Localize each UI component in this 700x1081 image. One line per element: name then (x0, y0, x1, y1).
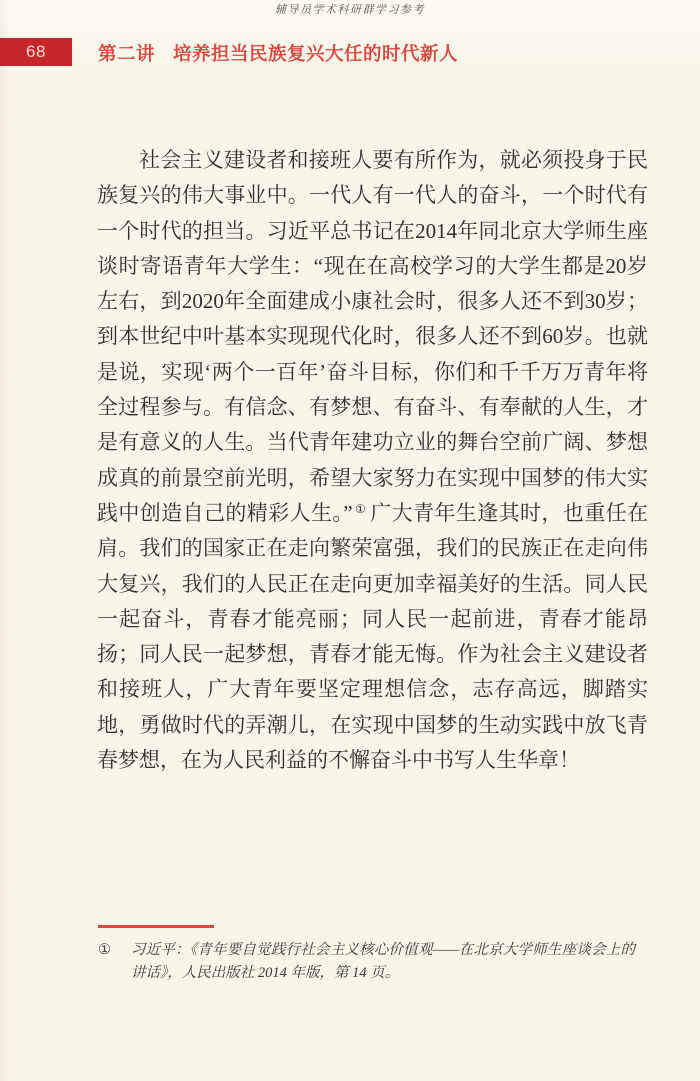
chapter-heading (98, 42, 458, 66)
chapter-title: 培养担当民族复兴大任的时代新人 (173, 43, 459, 64)
scan-edge-shadow (0, 0, 10, 1081)
footnote-reference-mark: ① (354, 501, 367, 516)
footnote (98, 939, 635, 986)
body-text-before-ref: 社会主义建设者和接班人要有所作为，就必须投身于民族复兴的伟大事业中。一代人有一代人的奋斗，一个时代有一个时代的担当。习近平总书记在2014年同北京大学师生座谈时寄语青年大学生：“现在在高校学习的大学生都是20岁左右，到2020年全面建成小康社会时，很多人还不到30岁；到本世纪中叶基本实现现代化时，很多人还不到60岁。也就是说，实现‘两个一百年’奋斗目标，你们和千千万万青年将全过程参与。有信念、有梦想、有奋斗、有奉献的人生，才是有意义的人生。当代青年建功立业的舞台空前广阔、梦想成真的前景空前光明，希望大家努力在实现中国梦的伟大实践中创造自己的精彩人生。” (97, 148, 648, 525)
footnote-section (98, 925, 635, 986)
footnote-marker: ① (98, 941, 111, 958)
page-number: 68 (26, 42, 46, 61)
body-paragraph (97, 143, 648, 778)
page-number-badge (0, 38, 72, 66)
body-text-after-ref: 广大青年生逢其时，也重任在肩。我们的国家正在走向繁荣富强，我们的民族正在走向伟大复兴，我们的人民正在走向更加幸福美好的生活。同人民一起奋斗，青春才能亮丽；同人民一起前进，青春才能昂扬；同人民一起梦想，青春才能无悔。作为社会主义建设者和接班人，广大青年要坚定理想信念，志存高远，脚踏实地，勇做时代的弄潮儿，在实现中国梦的生动实践中放飞青春梦想，在为人民利益的不懈奋斗中书写人生华章！ (97, 500, 648, 773)
footnote-rule (98, 925, 214, 928)
footnote-text: 习近平：《青年要自觉践行社会主义核心价值观——在北京大学师生座谈会上的讲话》，人民出版社 2014 年版，第 14 页。 (131, 941, 635, 981)
section-label: 第二讲 (98, 43, 156, 64)
running-header: 辅导员学术科研群学习参考 (275, 4, 425, 16)
